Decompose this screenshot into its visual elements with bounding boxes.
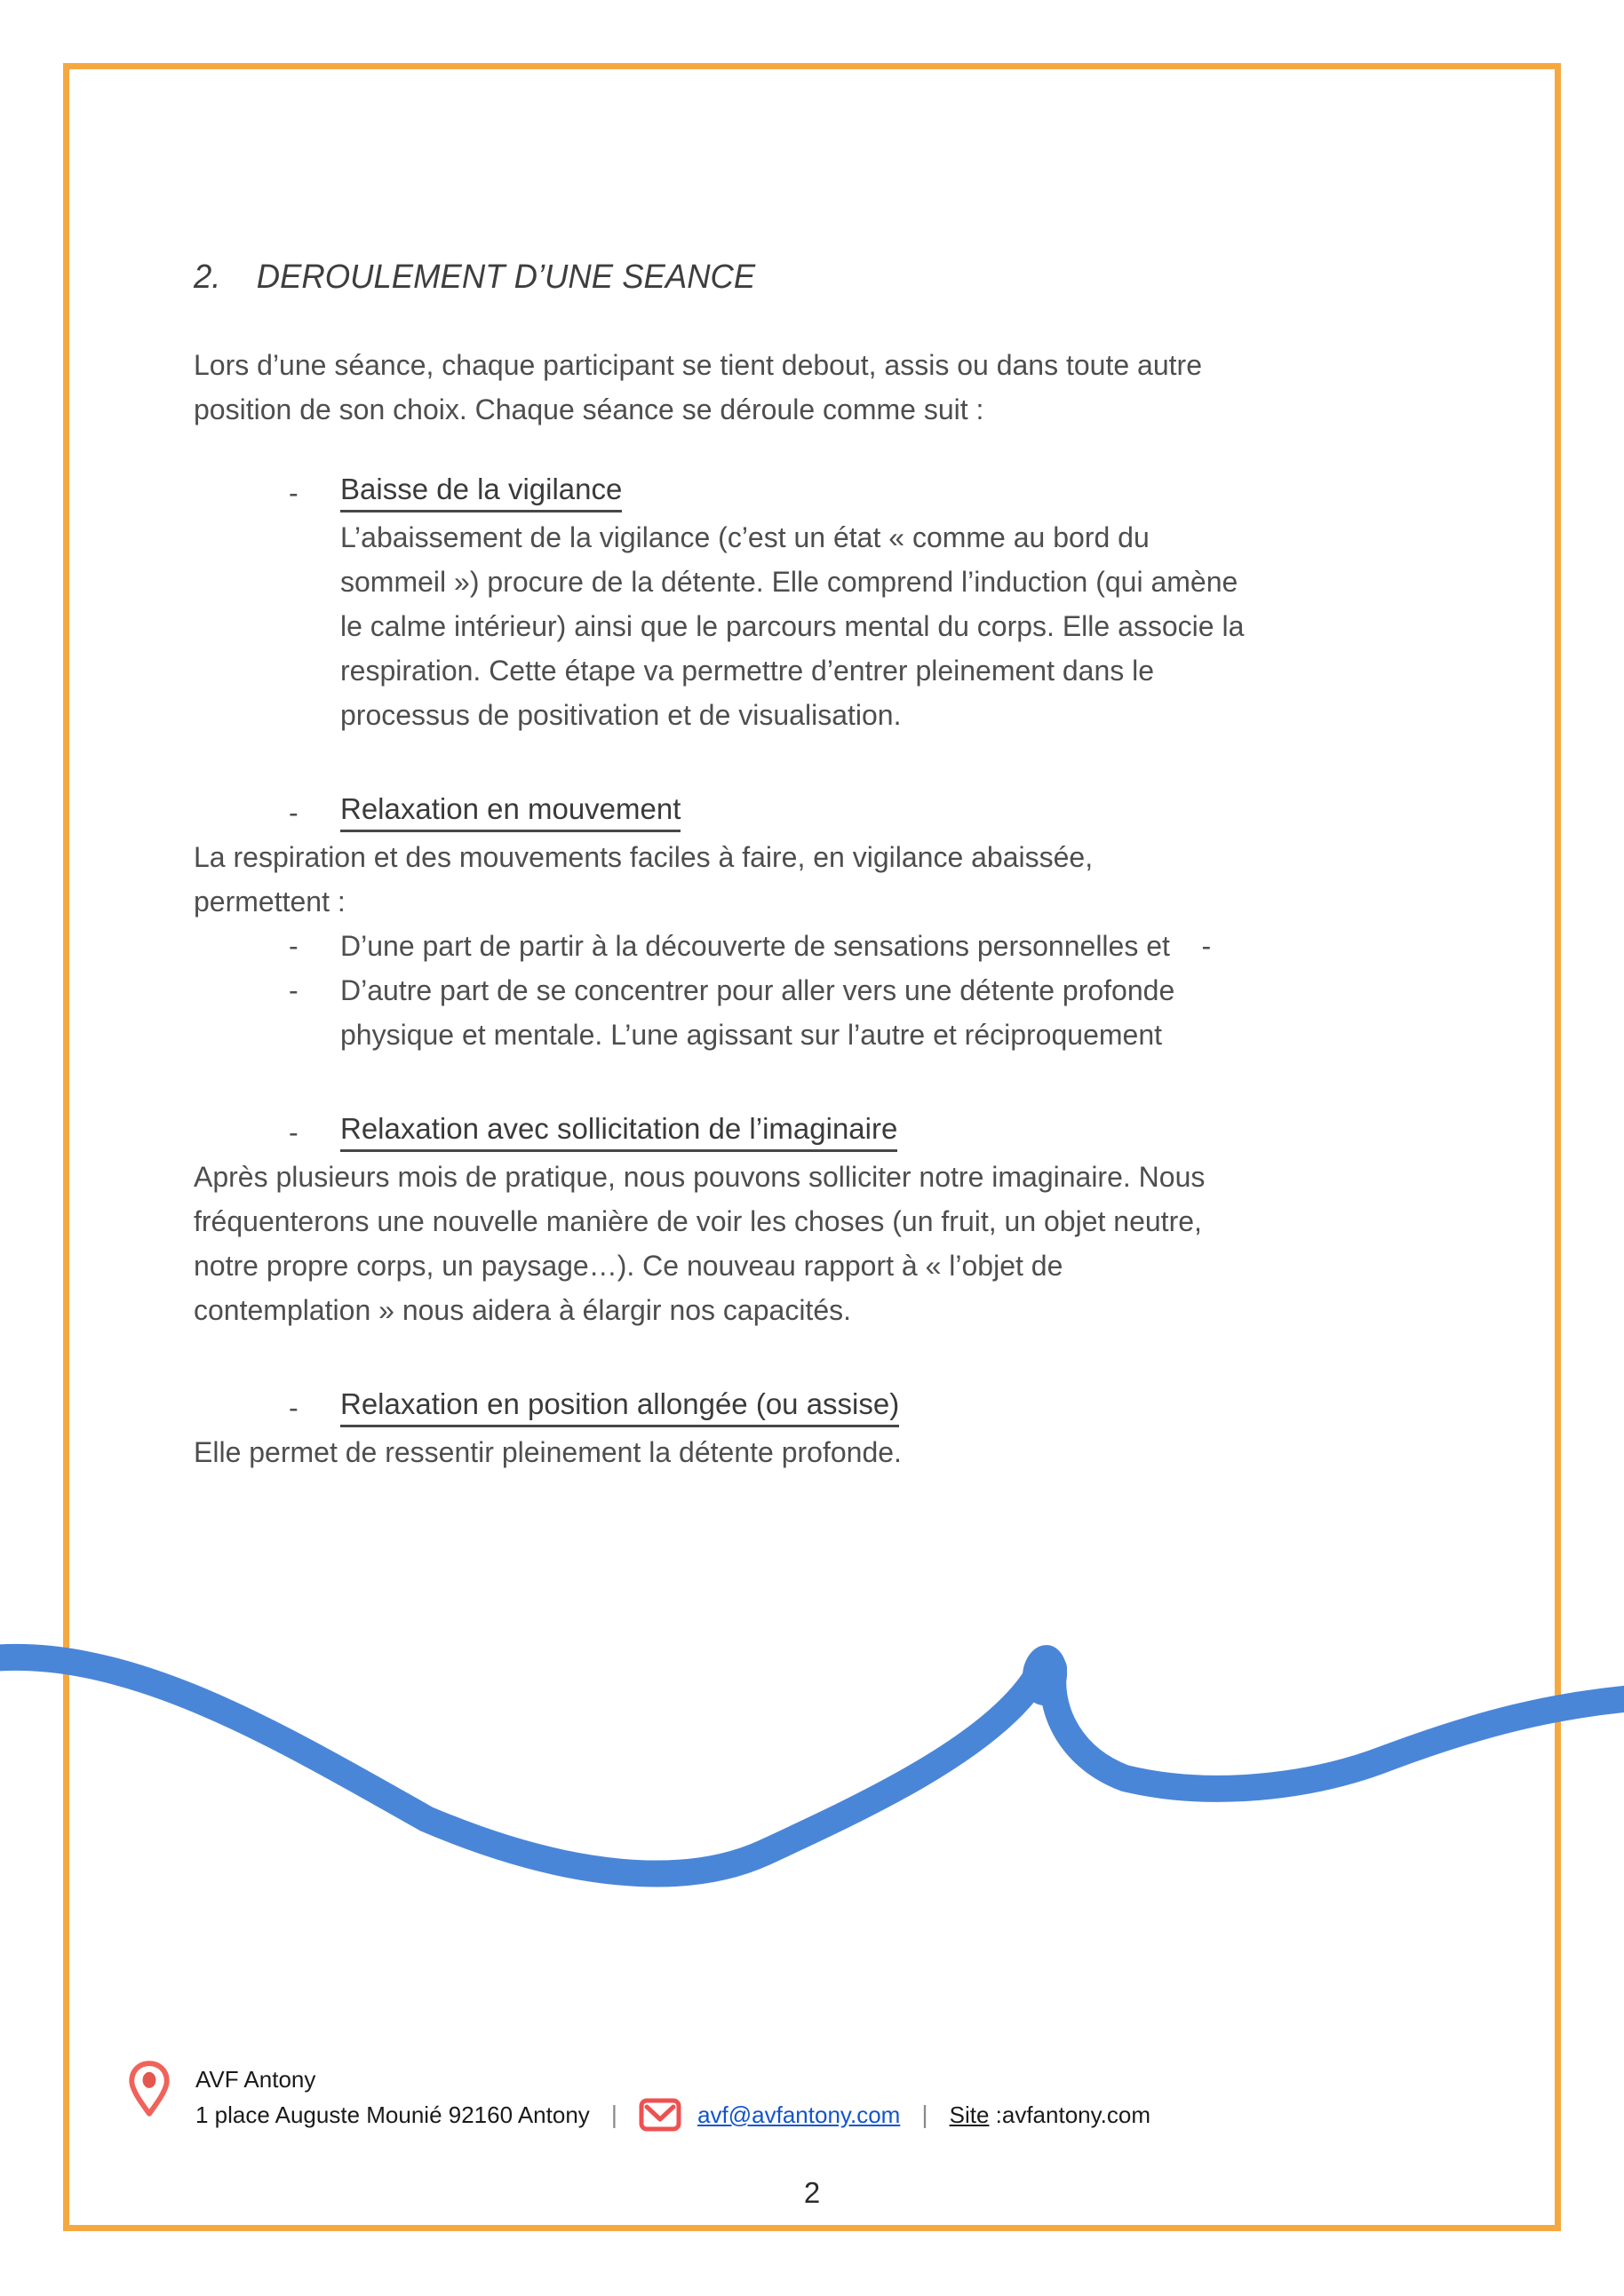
- section-title-text: Relaxation en position allongée (ou assise): [340, 1386, 899, 1427]
- bullet-dash: -: [289, 1392, 299, 1424]
- text-line: sommeil ») procure de la détente. Elle comprend l’induction (qui amène: [340, 566, 1238, 598]
- section-title-text: Relaxation en mouvement: [340, 790, 681, 832]
- envelope-icon: [639, 2098, 681, 2132]
- section-heading: [194, 254, 1354, 300]
- footer-site-label[interactable]: Site: [949, 2101, 990, 2128]
- footer-org: AVF Antony: [195, 2066, 316, 2093]
- text-line: respiration. Cette étape va permettre d’entrer pleinement dans le: [340, 655, 1155, 687]
- heading-title: DEROULEMENT D’UNE SEANCE: [256, 258, 756, 296]
- paragraph: [194, 1155, 1402, 1332]
- text-line: processus de positivation et de visualisation.: [340, 699, 902, 731]
- bullet-dash: -: [289, 797, 299, 829]
- text-line: D’autre part de se concentrer pour aller vers une détente profonde: [340, 974, 1175, 1006]
- text-line: le calme intérieur) ainsi que le parcours mental du corps. Elle associe la: [340, 610, 1245, 642]
- document-content: [194, 254, 1402, 1474]
- text-line: fréquenterons une nouvelle manière de voir les choses (un fruit, un objet neutre,: [194, 1205, 1202, 1237]
- text-line: position de son choix. Chaque séance se déroule comme suit :: [194, 393, 984, 425]
- footer-site-value: :avfantony.com: [989, 2101, 1151, 2128]
- intro-paragraph: [194, 343, 1402, 432]
- text-line: La respiration et des mouvements faciles à faire, en vigilance abaissée,: [194, 841, 1094, 873]
- paragraph: [194, 924, 1402, 968]
- footer-email-link[interactable]: avf@avfantony.com: [697, 2101, 901, 2128]
- location-pin-icon: [126, 2061, 172, 2117]
- section-title-text: Baisse de la vigilance: [340, 471, 622, 512]
- text-line: contemplation » nous aidera à élargir nos capacités.: [194, 1294, 851, 1326]
- paragraph: [194, 1430, 1402, 1474]
- paragraph: [194, 515, 1402, 737]
- text-line: permettent :: [194, 886, 346, 918]
- text-line: physique et mentale. L’une agissant sur l’autre et réciproquement: [340, 1019, 1162, 1051]
- bullet-section: [194, 471, 1402, 737]
- bullet-dash: -: [289, 974, 299, 1006]
- text-line: Après plusieurs mois de pratique, nous pouvons solliciter notre imaginaire. Nous: [194, 1161, 1206, 1193]
- footer: [126, 2061, 1150, 2133]
- bullet-dash: -: [289, 930, 299, 962]
- sections: [194, 471, 1402, 1474]
- paragraph: [194, 968, 1402, 1057]
- text-line: L’abaissement de la vigilance (c’est un état « comme au bord du: [340, 521, 1150, 553]
- bullet-dash: -: [289, 1116, 299, 1148]
- section-title-row: [194, 471, 1402, 515]
- section-title-row: [194, 1110, 1402, 1155]
- footer-separator: |: [610, 2101, 618, 2128]
- bullet-section: [194, 1386, 1402, 1474]
- bullet-section: [194, 1110, 1402, 1332]
- paragraph: [194, 835, 1402, 924]
- footer-separator: |: [921, 2101, 928, 2128]
- text-line: notre propre corps, un paysage…). Ce nouveau rapport à « l’objet de: [194, 1250, 1063, 1282]
- heading-number: 2.: [194, 258, 221, 296]
- bullet-dash: -: [289, 477, 299, 509]
- bullet-section: [194, 790, 1402, 1057]
- footer-address: 1 place Auguste Mounié 92160 Antony: [195, 2101, 590, 2128]
- footer-contact-row: [195, 2096, 1150, 2133]
- section-title-row: [194, 790, 1402, 835]
- text-line: Elle permet de ressentir pleinement la détente profonde.: [194, 1436, 902, 1468]
- text-line: D’une part de partir à la découverte de sensations personnelles et -: [340, 930, 1212, 962]
- text-line: Lors d’une séance, chaque participant se tient debout, assis ou dans toute autre: [194, 349, 1202, 381]
- section-title-text: Relaxation avec sollicitation de l’imaginaire: [340, 1110, 897, 1152]
- footer-text: [195, 2061, 1150, 2133]
- page-number: 2: [803, 2176, 821, 2209]
- section-title-row: [194, 1386, 1402, 1430]
